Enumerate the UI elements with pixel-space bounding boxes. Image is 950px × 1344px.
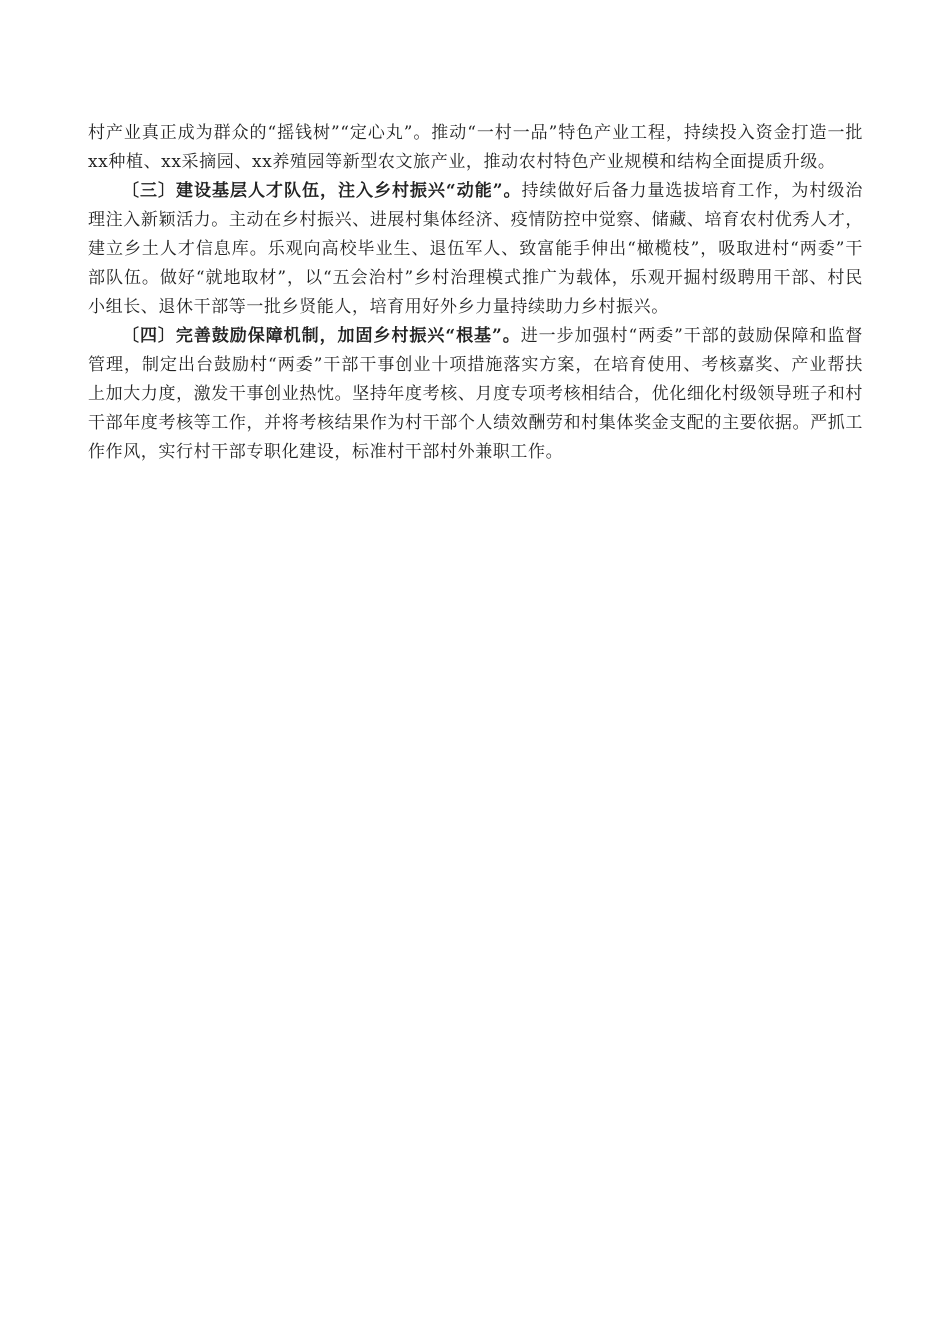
paragraph-section-four [88,322,863,467]
section-four-heading: 〔四〕完善鼓励保障机制，加固乡村振兴“根基”。 [122,326,521,346]
document-body [88,119,863,467]
paragraph-text: 持续做好后备力量选拔培育工作，为村级治理注入新颖活力。主动在乡村振兴、进展村集体经济、疫情防控中觉察、储藏、培育农村优秀人才，建立乡土人才信息库。乐观向高校毕业生、退伍军人、致富能手伸出“橄榄枝”，吸取进村“两委”干部队伍。做好“就地取材”，以“五会治村”乡村治理模式推广为载体，乐观开掘村级聘用干部、村民小组长、退休干部等一批乡贤能人，培育用好外乡力量持续助力乡村振兴。 [88,181,863,317]
paragraph-section-three [88,177,863,322]
paragraph-continuation [88,119,863,177]
section-three-heading: 〔三〕建设基层人才队伍，注入乡村振兴“动能”。 [122,181,522,201]
paragraph-text: 村产业真正成为群众的“摇钱树”“定心丸”。推动“一村一品”特色产业工程，持续投入资金打造一批xx种植、xx采摘园、xx养殖园等新型农文旅产业，推动农村特色产业规模和结构全面提质升级。 [88,123,863,172]
paragraph-text: 进一步加强村“两委”干部的鼓励保障和监督管理，制定出台鼓励村“两委”干部干事创业十项措施落实方案，在培育使用、考核嘉奖、产业帮扶上加大力度，激发干事创业热忱。坚持年度考核、月度专项考核相结合，优化细化村级领导班子和村干部年度考核等工作，并将考核结果作为村干部个人绩效酬劳和村集体奖金支配的主要依据。严抓工作作风，实行村干部专职化建设，标准村干部村外兼职工作。 [88,326,863,462]
